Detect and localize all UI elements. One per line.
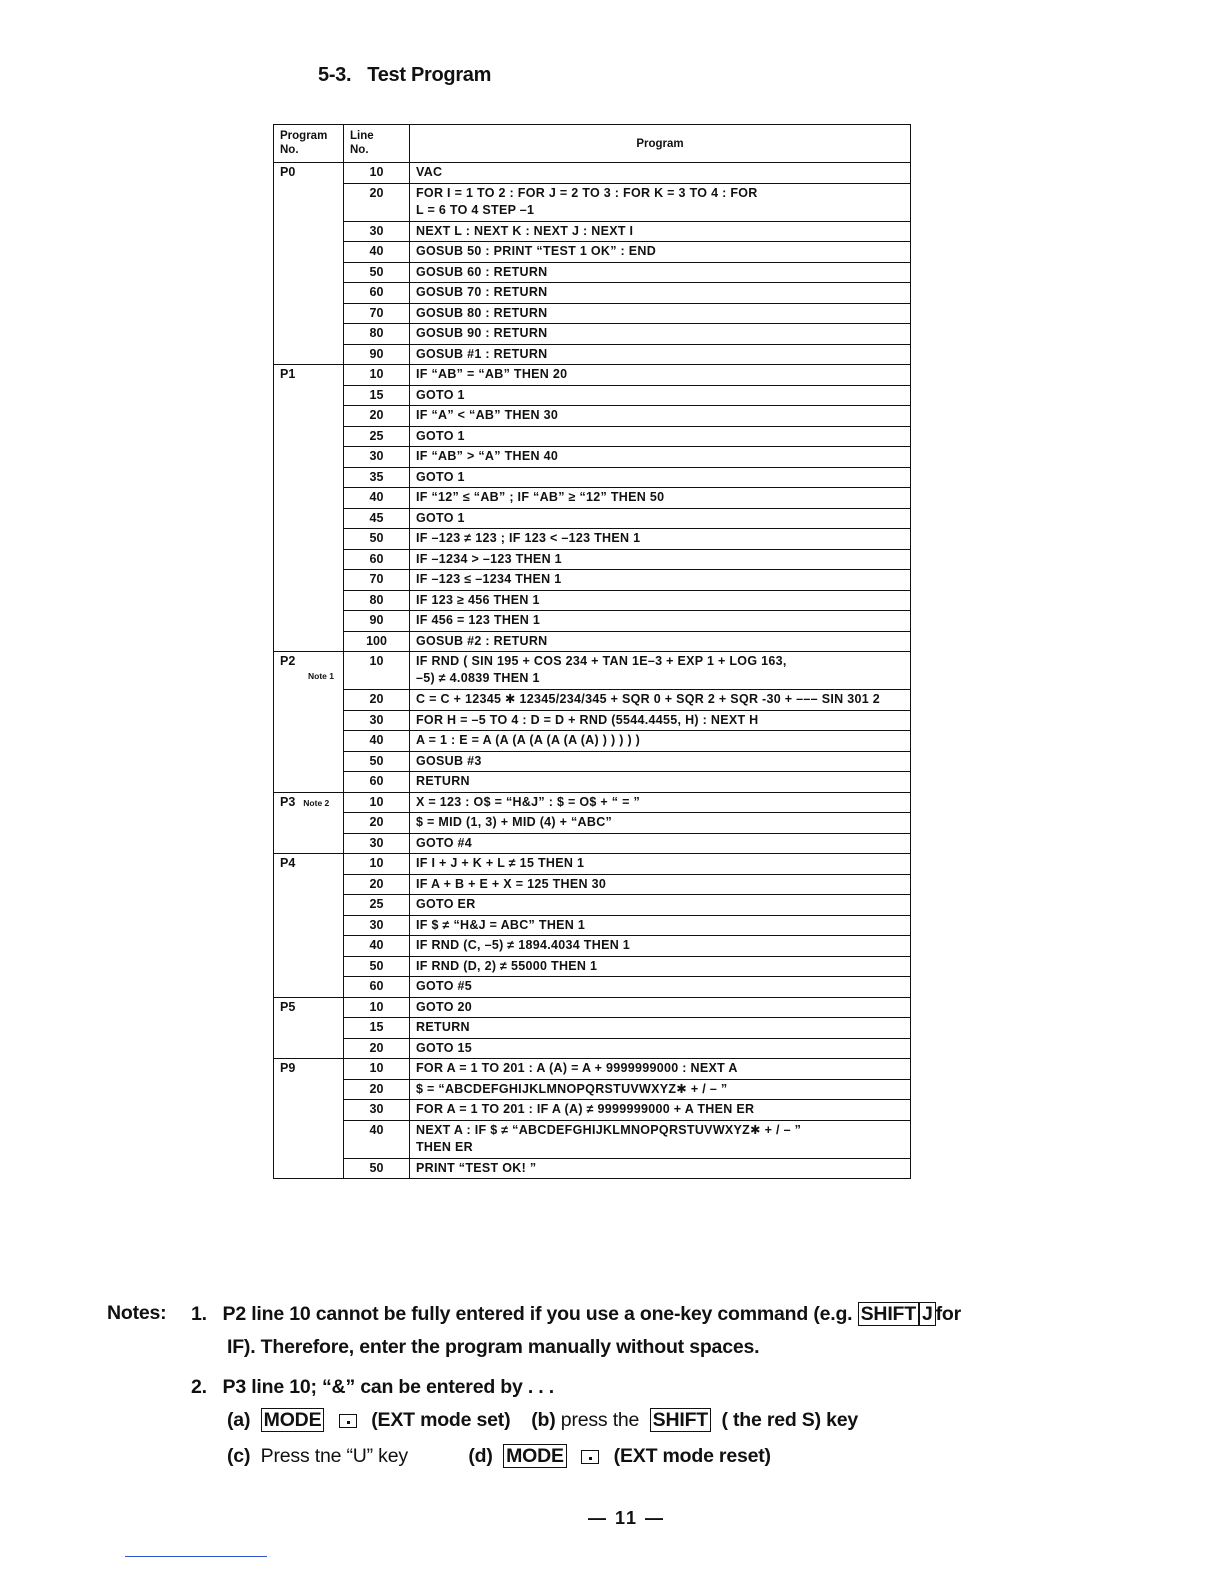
program-id: P4 — [280, 856, 296, 870]
step-b-label: (b) — [531, 1409, 556, 1431]
line-number-cell: 35 — [344, 467, 410, 488]
step-a-label: (a) — [227, 1409, 251, 1431]
table-row — [274, 426, 911, 447]
program-code-cell: GOSUB 80 : RETURN — [410, 303, 911, 324]
header-program-no: Program No. — [274, 125, 344, 163]
program-id: P1 — [280, 367, 296, 381]
program-code-cell: GOTO 1 — [410, 426, 911, 447]
note-1-number: 1. — [191, 1303, 207, 1325]
table-row — [274, 529, 911, 550]
line-number-cell: 20 — [344, 874, 410, 895]
line-number-cell: 50 — [344, 529, 410, 550]
test-program-table — [273, 124, 911, 1179]
table-row — [274, 977, 911, 998]
program-code-cell: GOSUB #3 — [410, 751, 911, 772]
line-number-cell: 60 — [344, 549, 410, 570]
table-row — [274, 915, 911, 936]
program-code-cell: PRINT “TEST OK! ” — [410, 1158, 911, 1179]
program-id: P5 — [280, 999, 296, 1014]
program-id: P0 — [280, 165, 296, 179]
table-row — [274, 221, 911, 242]
section-heading — [318, 64, 491, 87]
note-1-text: P2 line 10 cannot be fully entered if you use a one-key command (e.g. — [222, 1303, 853, 1325]
line-number-cell: 10 — [344, 652, 410, 690]
line-number-cell: 70 — [344, 570, 410, 591]
program-number-cell — [274, 365, 344, 652]
line-number-cell: 70 — [344, 303, 410, 324]
table-row — [274, 283, 911, 304]
program-number-cell — [274, 163, 344, 365]
table-row — [274, 1079, 911, 1100]
line-number-cell: 30 — [344, 833, 410, 854]
table-row — [274, 183, 911, 221]
program-code-cell: FOR A = 1 TO 201 : IF A (A) ≠ 9999999000 + A THEN ER — [410, 1100, 911, 1121]
program-code-cell: FOR I = 1 TO 2 : FOR J = 2 TO 3 : FOR K = 3 TO 4 : FOR L = 6 TO 4 STEP –1 — [410, 183, 911, 221]
line-number-cell: 20 — [344, 183, 410, 221]
note-2-steps-ab — [227, 1408, 858, 1432]
program-code-cell: GOSUB #1 : RETURN — [410, 344, 911, 365]
line-number-cell: 45 — [344, 508, 410, 529]
program-code-cell: A = 1 : E = A (A (A (A (A (A (A) ) ) ) ) ) — [410, 731, 911, 752]
table-row — [274, 690, 911, 711]
program-code-cell: IF –123 ≤ –1234 THEN 1 — [410, 570, 911, 591]
note-2-number: 2. — [191, 1376, 207, 1398]
table-row — [274, 874, 911, 895]
line-number-cell: 10 — [344, 163, 410, 184]
step-a-text: (EXT mode set) — [371, 1409, 511, 1431]
table-row — [274, 242, 911, 263]
line-number-cell: 25 — [344, 426, 410, 447]
line-number-cell: 50 — [344, 1158, 410, 1179]
program-code-cell: IF –1234 > –123 THEN 1 — [410, 549, 911, 570]
program-code-cell: FOR H = –5 TO 4 : D = D + RND (5544.4455, H) : NEXT H — [410, 710, 911, 731]
table-row — [274, 710, 911, 731]
note-2-text: P3 line 10; “&” can be entered by . . . — [222, 1376, 554, 1398]
table-body — [274, 163, 911, 1179]
program-code-cell: RETURN — [410, 1018, 911, 1039]
table-row — [274, 467, 911, 488]
table-row — [274, 631, 911, 652]
program-number-cell — [274, 1059, 344, 1179]
program-code-cell: GOTO 1 — [410, 508, 911, 529]
line-number-cell: 15 — [344, 385, 410, 406]
table-row — [274, 772, 911, 793]
line-number-cell: 90 — [344, 611, 410, 632]
line-number-cell: 60 — [344, 772, 410, 793]
program-code-cell: GOSUB 60 : RETURN — [410, 262, 911, 283]
header-program: Program — [410, 125, 911, 163]
line-number-cell: 20 — [344, 813, 410, 834]
table-row — [274, 1018, 911, 1039]
program-number-cell — [274, 997, 344, 1059]
program-code-cell: IF $ ≠ “H&J = ABC” THEN 1 — [410, 915, 911, 936]
decimal-point-key-icon-2 — [581, 1450, 599, 1464]
program-code-cell: RETURN — [410, 772, 911, 793]
table-row — [274, 262, 911, 283]
program-code-cell: IF A + B + E + X = 125 THEN 30 — [410, 874, 911, 895]
table-row — [274, 854, 911, 875]
line-number-cell: 25 — [344, 895, 410, 916]
program-code-cell: GOTO #4 — [410, 833, 911, 854]
line-number-cell: 90 — [344, 344, 410, 365]
table-row — [274, 590, 911, 611]
line-number-cell: 40 — [344, 731, 410, 752]
footer-rule — [125, 1556, 267, 1557]
line-number-cell: 20 — [344, 1038, 410, 1059]
program-code-cell: NEXT A : IF $ ≠ “ABCDEFGHIJKLMNOPQRSTUVWXYZ✱ + / – ” THEN ER — [410, 1120, 911, 1158]
program-code-cell: GOSUB 90 : RETURN — [410, 324, 911, 345]
table-row — [274, 303, 911, 324]
program-code-cell: GOTO 1 — [410, 467, 911, 488]
line-number-cell: 40 — [344, 488, 410, 509]
line-number-cell: 15 — [344, 1018, 410, 1039]
line-number-cell: 20 — [344, 690, 410, 711]
program-code-cell: X = 123 : O$ = “H&J” : $ = O$ + “ = ” — [410, 792, 911, 813]
table-row — [274, 365, 911, 386]
page-number: — 11 — — [588, 1508, 666, 1528]
mode-key-2: MODE — [503, 1444, 567, 1468]
note-1-line2: IF). Therefore, enter the program manually without spaces. — [227, 1336, 760, 1358]
step-c-text: Press tne “U” key — [260, 1445, 408, 1467]
program-code-cell: IF RND (C, –5) ≠ 1894.4034 THEN 1 — [410, 936, 911, 957]
line-number-cell: 40 — [344, 936, 410, 957]
table-row — [274, 833, 911, 854]
program-code-cell: GOSUB 50 : PRINT “TEST 1 OK” : END — [410, 242, 911, 263]
line-number-cell: 30 — [344, 221, 410, 242]
program-code-cell: VAC — [410, 163, 911, 184]
program-code-cell: GOTO #5 — [410, 977, 911, 998]
step-b-text: press the — [560, 1409, 640, 1431]
table-row — [274, 1059, 911, 1080]
line-number-cell: 30 — [344, 447, 410, 468]
table-row — [274, 813, 911, 834]
mode-key: MODE — [261, 1408, 325, 1432]
table-row — [274, 652, 911, 690]
table-row — [274, 731, 911, 752]
table-row — [274, 324, 911, 345]
program-code-cell: IF “12” ≤ “AB” ; IF “AB” ≥ “12” THEN 50 — [410, 488, 911, 509]
line-number-cell: 10 — [344, 792, 410, 813]
note-2-steps-cd — [227, 1444, 771, 1468]
line-number-cell: 10 — [344, 997, 410, 1018]
shift-key-2: SHIFT — [650, 1408, 711, 1432]
table-row — [274, 956, 911, 977]
line-number-cell: 30 — [344, 1100, 410, 1121]
program-code-cell: C = C + 12345 ✱ 12345/234/345 + SQR 0 + SQR 2 + SQR -30 + ––– SIN 301 2 — [410, 690, 911, 711]
program-code-cell: IF 123 ≥ 456 THEN 1 — [410, 590, 911, 611]
table-row — [274, 406, 911, 427]
program-number-cell — [274, 652, 344, 793]
program-note-ref: Note 2 — [303, 797, 330, 808]
program-code-cell: $ = “ABCDEFGHIJKLMNOPQRSTUVWXYZ✱ + / – ” — [410, 1079, 911, 1100]
program-code-cell: GOTO 15 — [410, 1038, 911, 1059]
line-number-cell: 40 — [344, 1120, 410, 1158]
line-number-cell: 100 — [344, 631, 410, 652]
note-2 — [191, 1376, 554, 1399]
line-number-cell: 30 — [344, 915, 410, 936]
table-row — [274, 1158, 911, 1179]
program-code-cell: FOR A = 1 TO 201 : A (A) = A + 9999999000 : NEXT A — [410, 1059, 911, 1080]
table-row — [274, 611, 911, 632]
table-row — [274, 1100, 911, 1121]
line-number-cell: 10 — [344, 854, 410, 875]
program-code-cell: GOSUB #2 : RETURN — [410, 631, 911, 652]
table-row — [274, 447, 911, 468]
line-number-cell: 50 — [344, 751, 410, 772]
program-id: P3 — [280, 794, 296, 809]
program-code-cell: IF 456 = 123 THEN 1 — [410, 611, 911, 632]
step-d-text: (EXT mode reset) — [613, 1445, 771, 1467]
program-code-cell: $ = MID (1, 3) + MID (4) + “ABC” — [410, 813, 911, 834]
notes-label: Notes: — [107, 1302, 167, 1324]
program-code-cell: IF –123 ≠ 123 ; IF 123 < –123 THEN 1 — [410, 529, 911, 550]
line-number-cell: 10 — [344, 1059, 410, 1080]
table-row — [274, 751, 911, 772]
program-id: P2 — [280, 654, 296, 668]
table-row — [274, 508, 911, 529]
table-row — [274, 936, 911, 957]
program-code-cell: IF I + J + K + L ≠ 15 THEN 1 — [410, 854, 911, 875]
program-id: P9 — [280, 1061, 296, 1075]
program-code-cell: GOSUB 70 : RETURN — [410, 283, 911, 304]
table-row — [274, 792, 911, 813]
program-number-cell — [274, 854, 344, 998]
program-code-cell: IF “AB” = “AB” THEN 20 — [410, 365, 911, 386]
table-row — [274, 385, 911, 406]
j-key: J — [919, 1302, 936, 1326]
program-number-cell — [274, 792, 344, 854]
program-code-cell: GOTO 20 — [410, 997, 911, 1018]
line-number-cell: 80 — [344, 324, 410, 345]
step-d-label: (d) — [468, 1445, 493, 1467]
line-number-cell: 50 — [344, 262, 410, 283]
table-row — [274, 1038, 911, 1059]
section-number: 5-3. — [318, 64, 352, 86]
step-c-label: (c) — [227, 1445, 251, 1467]
note-1-for: for — [935, 1303, 962, 1325]
header-line-no: Line No. — [344, 125, 410, 163]
line-number-cell: 60 — [344, 283, 410, 304]
step-b-text2: ( the red S) key — [721, 1409, 859, 1431]
table-row — [274, 549, 911, 570]
table-row — [274, 570, 911, 591]
program-code-cell: IF “A” < “AB” THEN 30 — [410, 406, 911, 427]
line-number-cell: 30 — [344, 710, 410, 731]
decimal-point-key-icon — [339, 1414, 357, 1428]
shift-key: SHIFT — [858, 1302, 919, 1326]
table-row — [274, 895, 911, 916]
line-number-cell: 20 — [344, 1079, 410, 1100]
program-code-cell: GOTO 1 — [410, 385, 911, 406]
program-code-cell: IF “AB” > “A” THEN 40 — [410, 447, 911, 468]
line-number-cell: 20 — [344, 406, 410, 427]
table-row — [274, 1120, 911, 1158]
section-title: Test Program — [367, 64, 492, 86]
program-code-cell: IF RND ( SIN 195 + COS 234 + TAN 1E–3 + EXP 1 + LOG 163, –5) ≠ 4.0839 THEN 1 — [410, 652, 911, 690]
line-number-cell: 50 — [344, 956, 410, 977]
program-note-ref: Note 1 — [308, 671, 334, 681]
line-number-cell: 60 — [344, 977, 410, 998]
line-number-cell: 80 — [344, 590, 410, 611]
program-code-cell: NEXT L : NEXT K : NEXT J : NEXT I — [410, 221, 911, 242]
program-code-cell: GOTO ER — [410, 895, 911, 916]
program-code-cell: IF RND (D, 2) ≠ 55000 THEN 1 — [410, 956, 911, 977]
table-row — [274, 163, 911, 184]
line-number-cell: 40 — [344, 242, 410, 263]
note-1 — [191, 1302, 961, 1326]
table-row — [274, 997, 911, 1018]
line-number-cell: 10 — [344, 365, 410, 386]
table-row — [274, 344, 911, 365]
table-row — [274, 488, 911, 509]
